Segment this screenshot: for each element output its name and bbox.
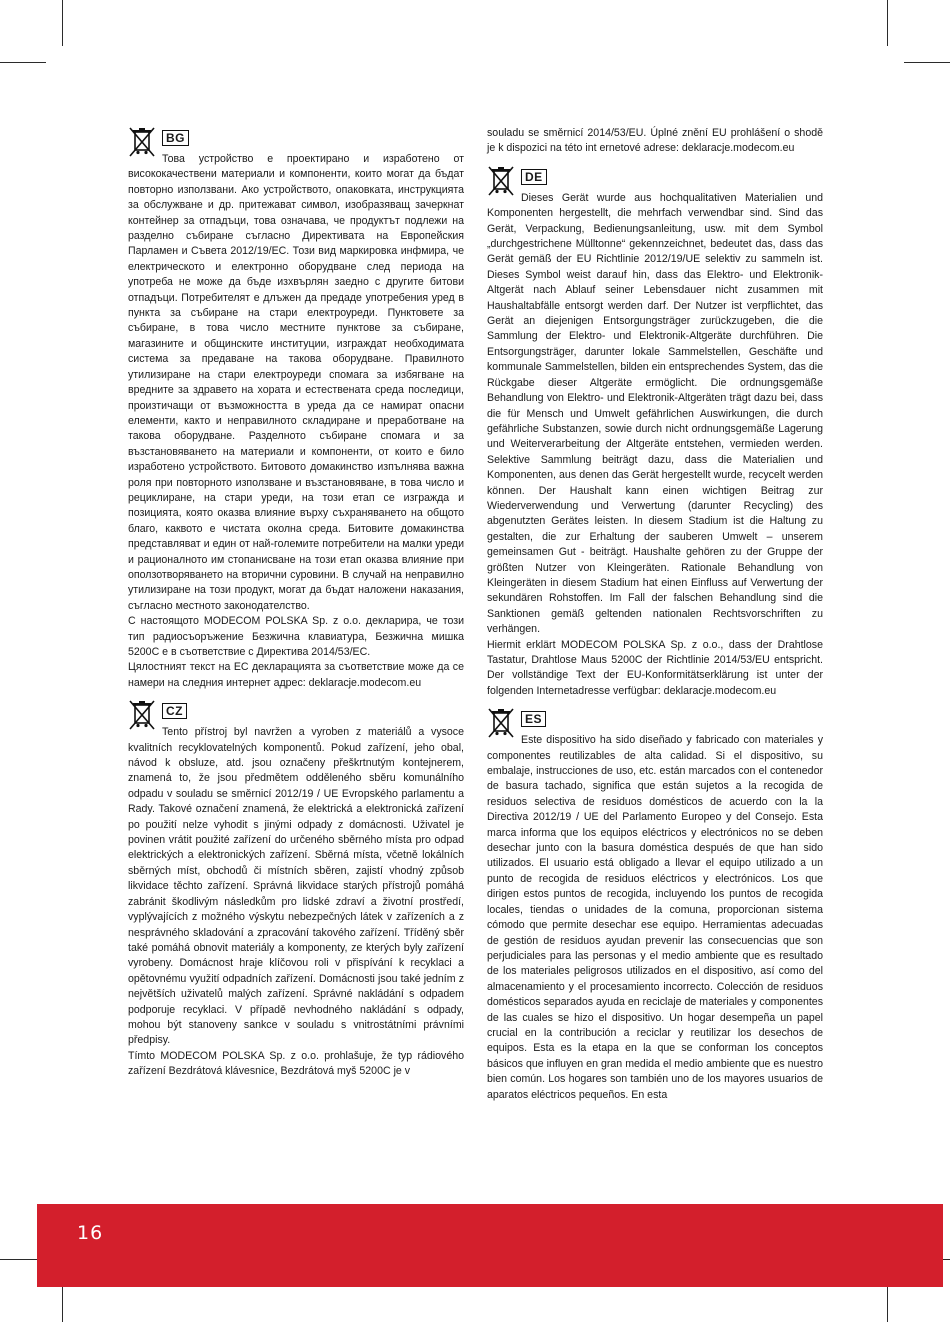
crop-mark-top-right-v xyxy=(887,0,888,46)
page-number: 16 xyxy=(77,1222,104,1244)
cz-declaration-continued: souladu se směrnicí 2014/53/EU. Úplné znění EU prohlášení o shodě je k dispozici na této int ernetové adrese: deklaracje.modecom.eu xyxy=(487,127,823,155)
section-bg xyxy=(128,126,464,691)
weee-crossed-bin-icon xyxy=(487,707,515,739)
weee-crossed-bin-icon xyxy=(128,699,156,731)
lang-badge-cz: CZ xyxy=(162,703,187,719)
crop-mark-top-left-v xyxy=(62,0,63,46)
footer-band xyxy=(37,1204,943,1287)
es-weee-text: Este dispositivo ha sido diseñado y fabricado con materiales y componentes reutilizables de alta calidad. Si el dispositivo, su embalaje, instrucciones de uso, etc. están marcados con el contenedor de basura tachado, significa que están sujetos a la recogida de residuos selectiva de residuos domésticos de acuerdo con la la Directiva 2012/19 / UE del Parlamento Europeo y del Consejo. Esta marca informa que los equipos eléctricos y electrónicos no se deben desechar junto con la basura doméstica después de que han sido utilizados. El usuario está obligado a llevar el equipo utilizado a un punto de recogida de residuos eléctricos y electrónicos. Los que dirigen estos puntos de recogida, incluyendo los puntos de recogida locales, tiendas o unidades de la comuna, proporcionan sistema cómodo que permite desechar ese equipo. Herramientas adecuadas de gestión de residuos ayudan prevenir las consecuencias que son perjudiciales para las personas y el medio ambiente que es resultado de los materiales peligrosos utilizados en el dispositivo, así como del almacenamiento y el procesamiento incorrecto. Colección de residuos domésticos separados ayuda en reciclaje de materiales y componentes de las cuales se hizo el dispositivo. Un hogar desempeña un papel crucial en la contribución a reciclar y reutilizar los desechos de equipos. Esta es la etapa en la que se conforman los conceptos básicos que influyen en gran medida el medio ambiente que es nuestro bien común. Los hogares son también uno de los mayores usuarios de aparatos eléctricos pequeños. En esta xyxy=(487,734,823,1101)
lang-badge-es: ES xyxy=(521,711,546,727)
bg-declaration-url: Цялостният текст на ЕС декларацията за съответствие може да се намери на следния интернет адрес: deklaracje.modecom.eu xyxy=(128,661,464,689)
lang-badge-bg: BG xyxy=(162,130,189,146)
crop-mark-top-left-h xyxy=(0,62,46,63)
de-declaration: Hiermit erklärt MODECOM POLSKA Sp. z o.o., dass der Drahtlose Tastatur, Drahtlose Maus 5200C der Richtlinie 2014/53/EU entspricht. Der vollständige Text der EU-Konformitätserklärung ist unter der folgenden Internetadresse verfügbar: deklaracje.modecom.eu xyxy=(487,638,823,697)
lang-badge-de: DE xyxy=(521,169,547,185)
de-weee-text: Dieses Gerät wurde aus hochqualitativen Materialien und Komponenten hergestellt, die mehrfach verwendbar sind. Sind das Gerät, Verpackung, Bedienungsanleitung, usw. mit dem Symbol „durchgestrichene Mülltonne“ gekennzeichnet, bedeutet das, dass das Gerät gemäß der EU Richtlinie 2012/19/UE selektiv zu sammeln ist. Dieses Symbol weist darauf hin, dass das Elektro- und Elektronik- Altgerät nach Ablauf seiner Lebensdauer nicht zusammen mit Haushaltabfälle entsorgt werden darf. Der Nutzer ist verpflichtet, das Gerät an diejenigen Entsorgungsträger zurückzugeben, die die Sammlung der Elektro- und Elektronik-Altgeräte durchführen. Die Entsorgungsträger, darunter lokale Sammelstellen, Geschäfte und kommunale Sammelstellen, bilden ein entsprechendes System, das die Rückgabe dieser Altgeräte ermöglicht. Die ordnungsgemäße Behandlung von Elektro- und Elektronik-Altgeräten trägt dazu bei, dass die für Mensch und Umwelt gefährlichen Auswirkungen, die durch gefährliche Substanzen, sowie durch nicht ordnungsgemäße Lagerung und Weiterverarbeitung der Altgeräte entstehen, vermieden werden. Selektive Sammlung beiträgt dazu, dass die Materialien und Komponenten, aus denen das Gerät hergestellt wurde, recycelt werden können. Der Haushalt kann einen wichtigen Beitrag zur Wiederverwendung und Verwertung (darunter Recycling) des abgenutzten Gerätes leisten. In diesem Stadium ist die Haltung zu gestalten, die zur Erhaltung der sauberen Umwelt – unserem gemeinsamen Gut - beiträgt. Haushalte gehören zu der Gruppe der größten Nutzer von Kleingeräten. Rationale Behandlung von Kleingeräten in diesem Stadium hat einen Einfluss auf Verwertung der sekundären Rohstoffen. Im Fall der falschen Behandlung sind die Sanktionen gemäß geltenden nationalen Rechtsvorschriften zu verhängen. xyxy=(487,191,823,636)
section-cz xyxy=(128,699,464,1079)
bg-weee-text: Това устройство е проектирано и изработено от висококачествени материали и компоненти, които могат да бъдат повторно използвани. Ако устройството, опаковката, инструкцията за обслужване и др. притежават символ, изобразяващ зачеркнат контейнер за отпадъци, това означава, че продуктът подлежи на разделно събиране съгласно Директивата на Европейския Парламен и Съвета 2012/19/EC. Този вид маркировка инфмирa, че електрическото и електронно оборудване след периода на употреба не може да бъде изхвърлян заедно с другите битови отпадъци. Потребителят е длъжен да предаде употребения уред в пункта за събиране на стари електроуреди. Пунктовете за събиране, в това число местните пунктове за събиране, магазините и общинските институции, изграждат необходимата система за предаване на такова оборудване. Правилното утилизиране на стари електроуреди спомага за избягване на вредните за здравето на хората и естествената среда последици, произтичащи от възможността в уреда да се намират опасни елементи, както и неправилното складиране и преработване на такова оборудване. Разделното събиране спомага и за възстановяването на материали и компоненти, от които е било изработено устройството. Битовото домакинство изпълнява важна роля при повторното използване и възстановяване, в това число и рециклиране, на стари уреди, на този етап се изгражда и позицията, която оказва влияние върху съхраняването на общото благо, каквото е чистата околна среда. Битовите домакинства представляват и един от най-големите потребители на малки уреди и рационалното им стопанисване на този етап оказва влияние при оползотворяването на вторични суровини. В случай на неправилно утилизиране на този продукт, могат да бъдат наложени наказания, съгласно местното законодателство. xyxy=(128,153,464,612)
section-es xyxy=(487,707,823,1103)
bg-declaration: С настоящото MODECOM POLSKA Sp. z o.o. декларира, че този тип радиосъоръжение Безжична клавиатура, Безжична мишка 5200C е в съответствие с Директива 2014/53/EC. xyxy=(128,615,464,658)
left-column xyxy=(128,126,464,1088)
section-de xyxy=(487,165,823,699)
weee-crossed-bin-icon xyxy=(128,126,156,158)
cz-declaration: Tímto MODECOM POLSKA Sp. z o.o. prohlašuje, že typ rádiového zařízení Bezdrátová klávesnice, Bezdrátová myš 5200C je v xyxy=(128,1049,464,1078)
cz-weee-text: Tento přístroj byl navržen a vyroben z materiálů a vysoce kvalitních recyklovatelných komponentů. Pokud zařízení, jeho obal, návod k obsluze, atd. jsou označeny přeškrtnutým kontejnerem, znamená to, že jsou předmětem odděleného sběru komunálního odpadu v souladu se směrnicí 2012/19 / UE Evropského parlamentu a Rady. Takové označení znamená, že elektrická a elektronická zařízení po použití nelze vyhodit s jinými odpady z domácnosti. Uživatel je povinen vrátit použité zařízení do určeného sběrného místa pro odpad elektrických a elektronických zařízení. Sběrná místa, včetně lokálních sběrných míst, obchodů či místních sběren, zajistí vhodný způsob likvidace těchto zařízení. Správná likvidace starých přístrojů pomáhá zabránit škodlivým následkům pro lidské zdraví a životní prostředí, vyplývajících z možného výskytu nebezpečných látek v zařízeních a z nesprávného skladování a zpracování takového zařízení. Tříděný sběr také pomáhá obnovit materiály a komponenty, ze kterých byly zařízení vyrobeny. Domácnost hraje klíčovou roli v přispívání k recyklaci a opětovnému využití odpadních zařízení. Domácnosti jsou také jedním z největších uživatelů malých zařízení. Správné nakládání s odpadem podporuje recyklaci. V případě nevhodného nakládání s odpady, mohou být stanoveny sankce v souladu s vnitrostátními právními předpisy. xyxy=(128,726,464,1047)
weee-crossed-bin-icon xyxy=(487,165,515,197)
right-column xyxy=(487,126,823,1111)
crop-mark-top-right-h xyxy=(904,62,950,63)
